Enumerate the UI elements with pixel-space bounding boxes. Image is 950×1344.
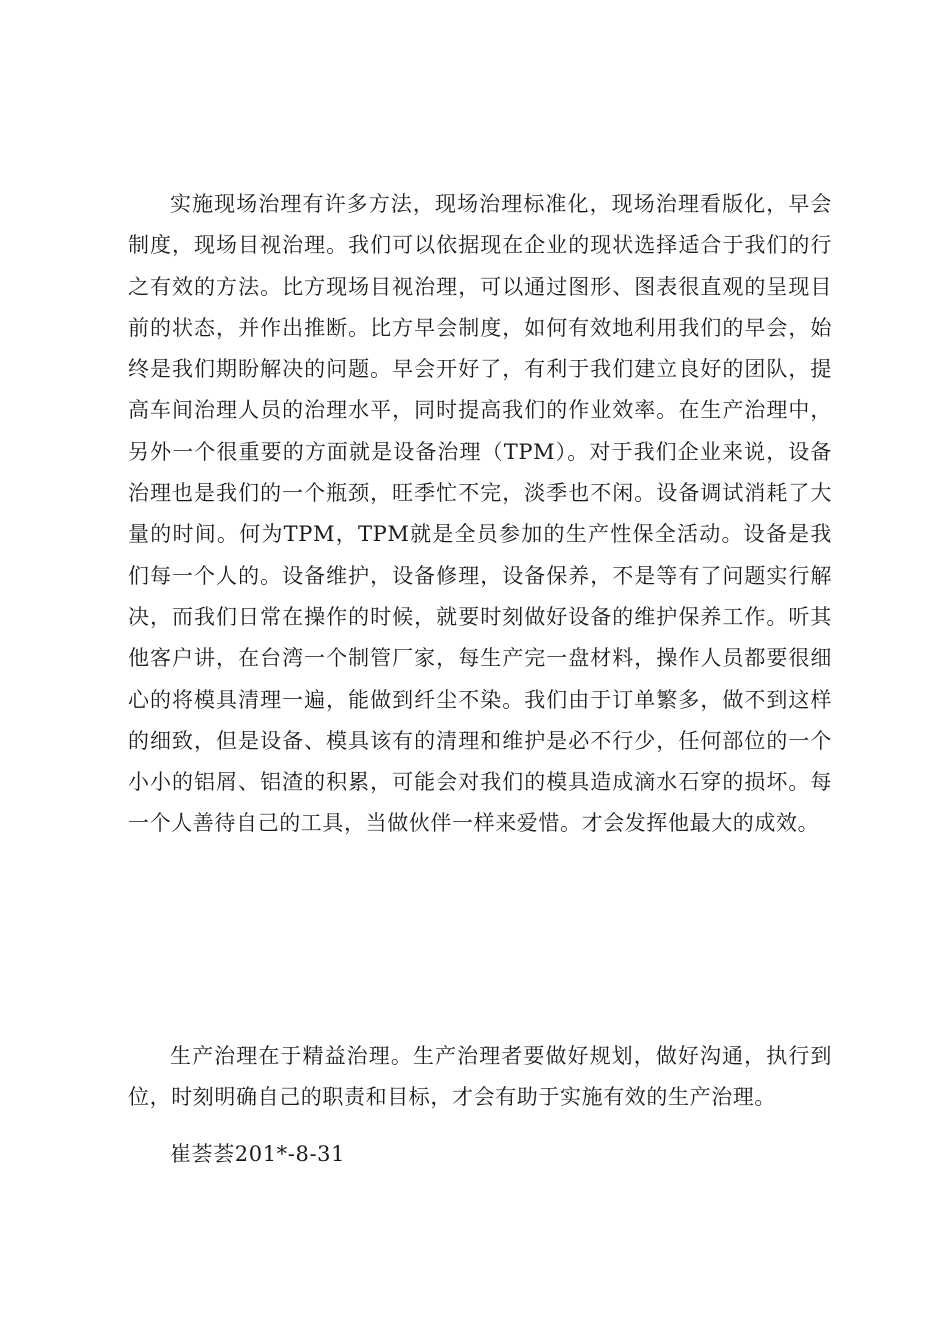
paragraph-text: 实施现场治理有许多方法，现场治理标准化，现场治理看版化，早会制度，现场目视治理。我们可以依据现在企业的现状选择适合于我们的行之有效的方法。比方现场目视治理，可以通过图形、图表很直观的呈现目前的状态，并作出推断。比方早会制度，如何有效地利用我们的早会，始终是我们期盼解决的问题。早会开好了，有利于我们建立良好的团队，提高车间治理人员的治理水平，同时提高我们的作业效率。在生产治理中，另外一个很重要的方面就是设备治理（TPM）。对于我们企业来说，设备治理也是我们的一个瓶颈，旺季忙不完，淡季也不闲。设备调试消耗了大量的时间。何为TPM，TPM就是全员参加的生产性保全活动。设备是我们每一个人的。设备维护，设备修理，设备保养，不是等有了问题实行解决，而我们日常在操作的时候，就要时刻做好设备的维护保养工作。听其他客户讲，在台湾一个制管厂家，每生产完一盘材料，操作人员都要很细心的将模具清理一遍，能做到纤尘不染。我们由于订单繁多，做不到这样的细致，但是设备、模具该有的清理和维护是必不行少，任何部位的一个小小的铝屑、铝渣的积累，可能会对我们的模具造成滴水石穿的损坏。每一个人善待自己的工具，当做伙伴一样来爱惜。才会发挥他最大的成效。 xyxy=(128,192,832,836)
body-paragraph-2 xyxy=(128,1036,832,1119)
paragraph-text: 生产治理在于精益治理。生产治理者要做好规划，做好沟通，执行到位，时刻明确自己的职责和目标，才会有助于实施有效的生产治理。 xyxy=(128,1044,832,1110)
signature-line xyxy=(128,1134,832,1175)
signature-text: 崔荟荟201*-8-31 xyxy=(170,1142,346,1166)
body-paragraph-1 xyxy=(128,184,832,845)
